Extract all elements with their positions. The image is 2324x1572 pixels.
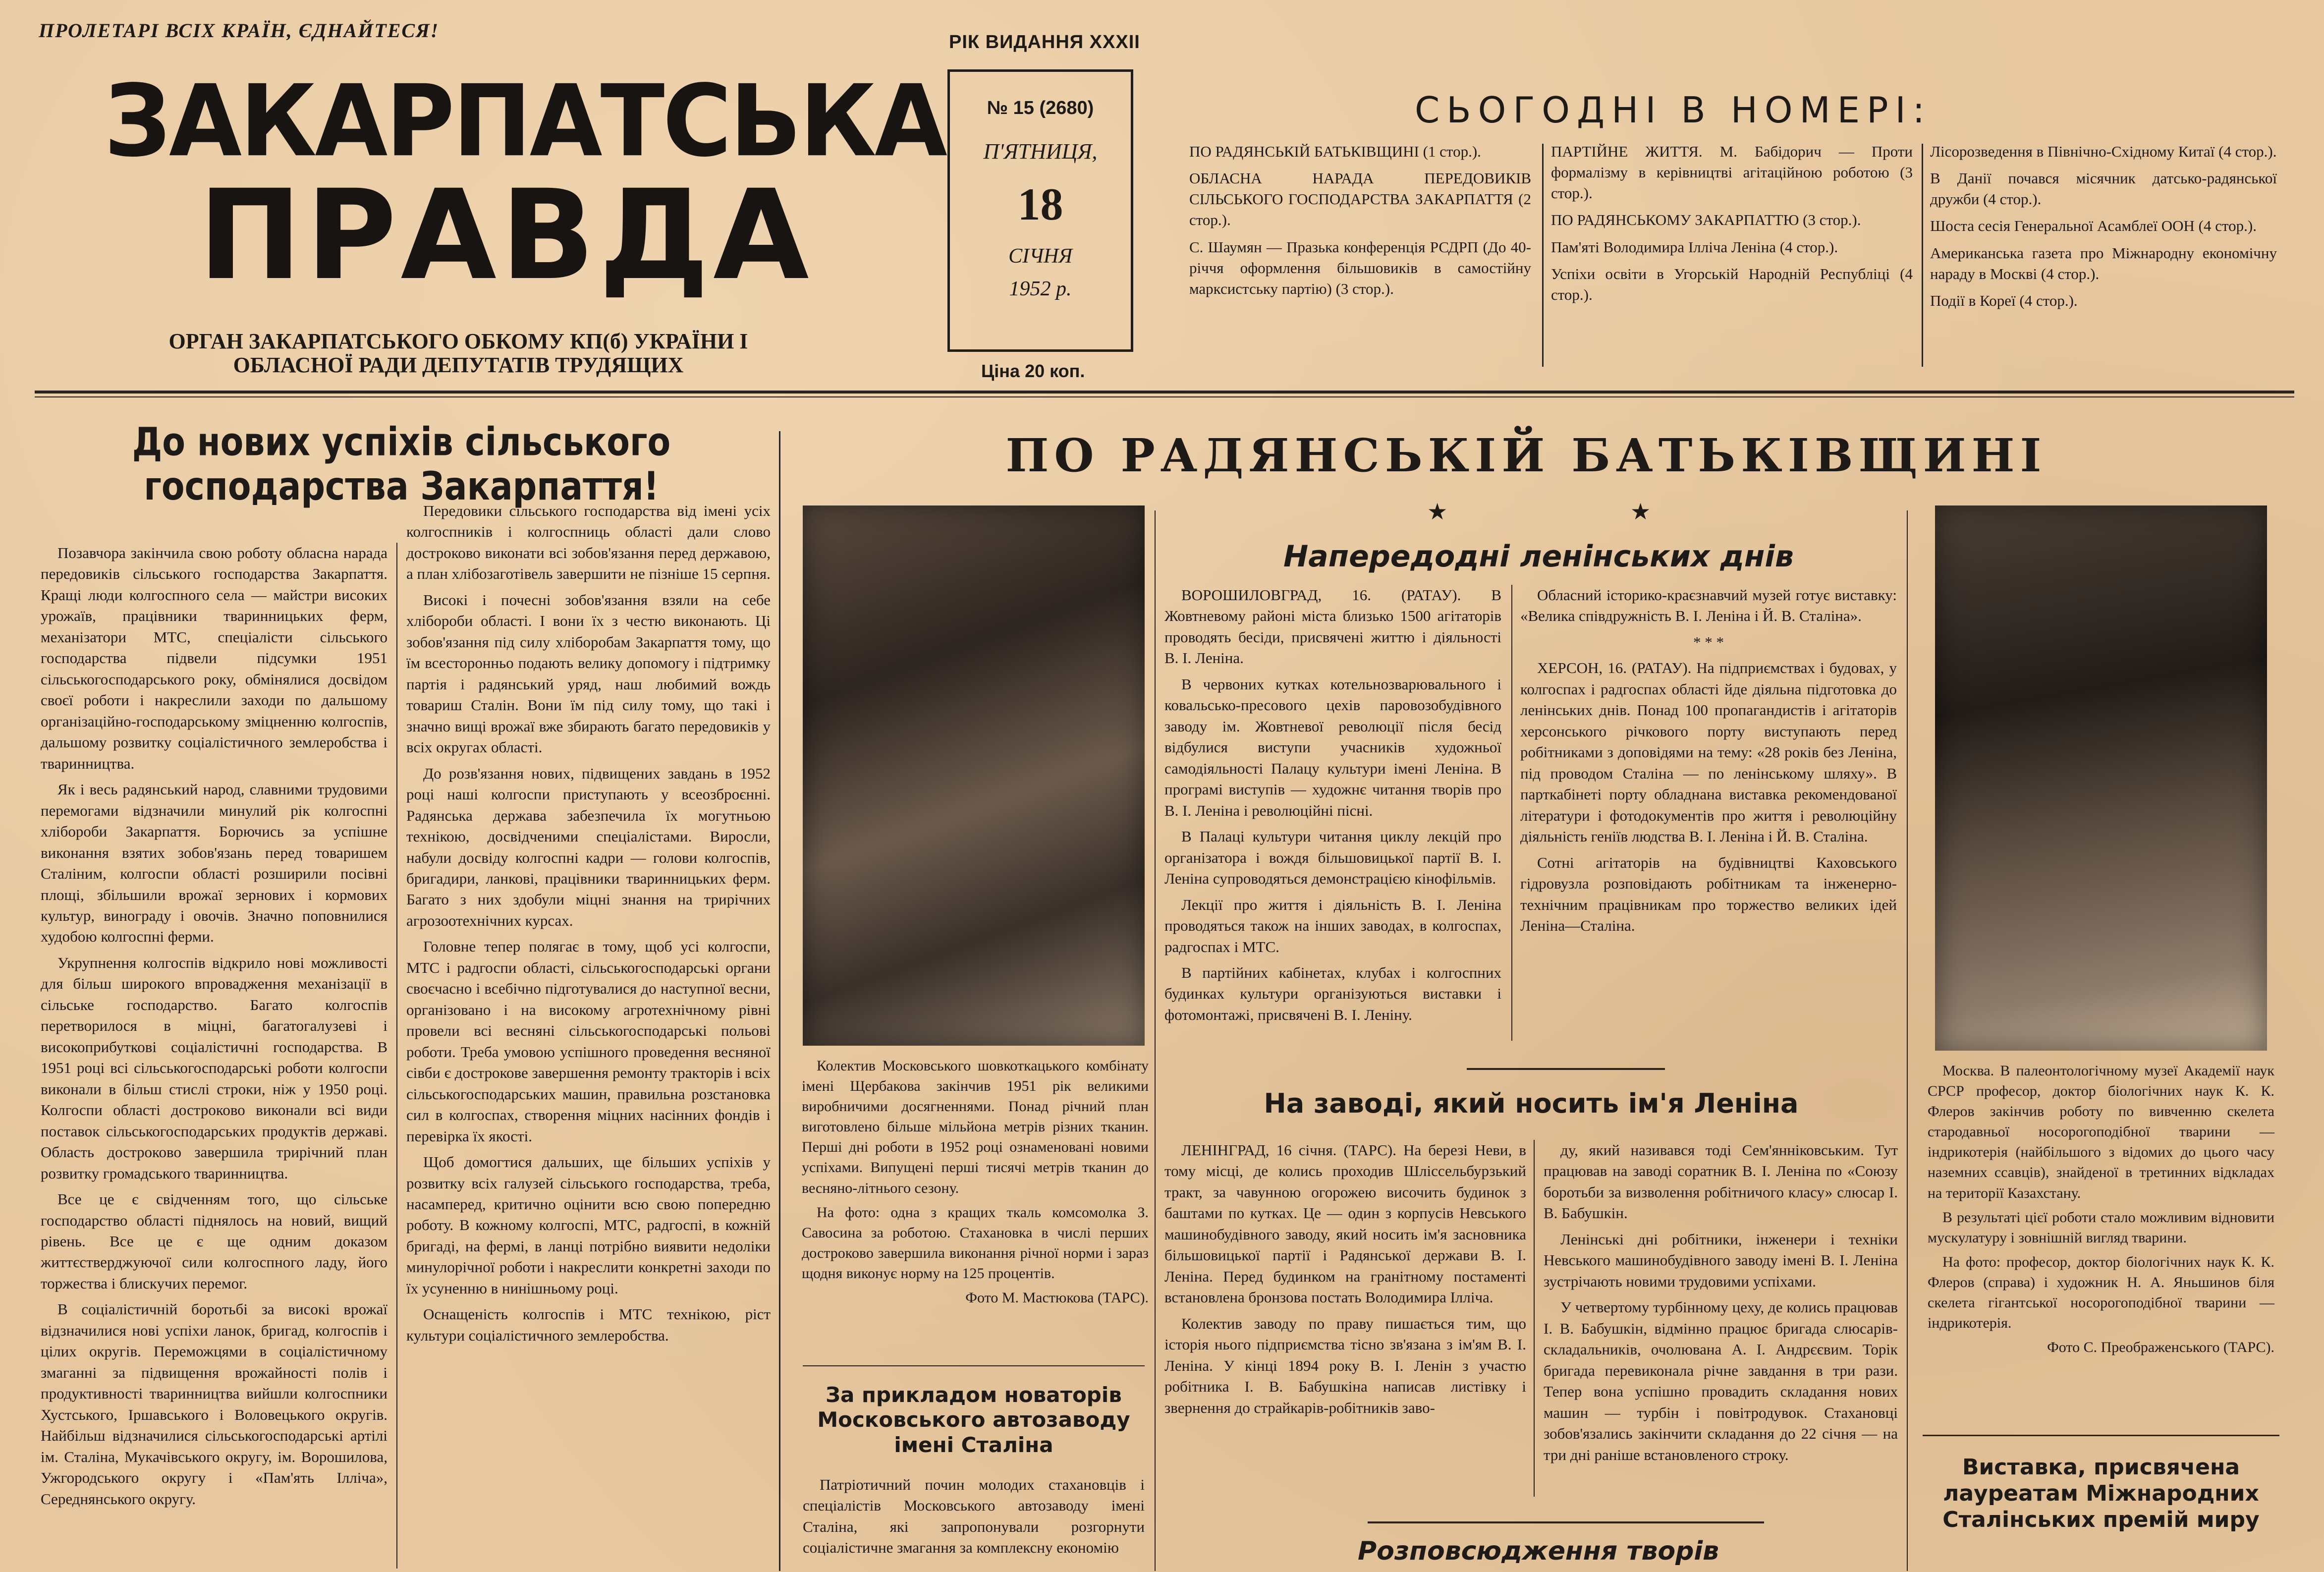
caption-paragraph: Москва. В палеонтологічному музеї Академії наук СРСР професор, доктор біологічних наук К. К. Флеров закінчив роботу по вивченню скелета стародавньої носорогоподібної тварини — індрикотерія (найбільшого з відомих до цього часу наземних ссавців), знайденої в третинних відкладах на території Казахстану. [1928,1063,2274,1201]
price: Ціна 20 коп. [981,361,1085,381]
month: СІЧНЯ [1008,245,1072,268]
toc-column-3 [1930,141,2277,317]
title-line-2: ПРАВДА [198,163,813,307]
photo-credit: Фото М. Мастюкова (ТАРС). [965,1290,1149,1306]
paragraph: В червоних кутках котельнозварювального і ковальсько-пресового цехів паровозобудівного заводу ім. Жовтневої революції після бесід відбулися виступи учасників художньої самодіяльності Палацу культури імені Леніна. В програмі виступів — художнє читання творів про В. І. Леніна і революційні пісні. [1164,675,1501,819]
column-divider [396,543,397,1569]
photo-caption [1928,1061,2274,1361]
paragraph: Укрупнення колгоспів відкрило нові можливості для більш широкого впровадження механізації в сільське господарство. Багато колгоспів перетворилося в міцні, багатогалузеві і високоприбуткові соціалістичні господарства. В 1951 році всі сільськогосподарські роботи колгоспи виконали в більш стислі строки, ніж у 1950 році. Колгоспи області достроково виконали всі види поставок сільськогосподарських продуктів державі. Область достроково завершила трирічний план розвитку громадського тваринництва. [41,954,387,1182]
issue-number: № 15 (2680) [987,98,1094,118]
paragraph: У четвертому турбінному цеху, де колись працював І. В. Бабушкін, відмінно працює бригада слюсарів-складальників, очолювана А. І. Андрєєвим. Торік бригада перевиконала річне завдання в три рази. Тепер вона успішно провадить складання нових машин — турбін і повітродувок. Стахановці зобов'язались закінчити складання до 22 січня — на три дні раніше встановленого строку. [1544,1298,1898,1463]
toc-item[interactable]: Події в Кореї (4 стор.). [1930,291,2078,309]
day-number: 18 [1017,179,1063,229]
caption-paragraph: На фото: професор, доктор біологічних наук К. К. Флеров (справа) і художник Н. А. Яньшинов біля скелета гігантської носорогоподібної тварини — індрикотерія. [1928,1253,2274,1332]
article-title: Розповсюдження творів [1358,1536,1719,1566]
party-slogan: ПРОЛЕТАРІ ВСІХ КРАЇН, ЄДНАЙТЕСЯ! [39,19,440,42]
lead-article-title: До нових успіхів сільського господарства Закарпаття! [132,420,671,509]
paragraph: Сотні агітаторів на будівництві Каховського гідровузла розповідають робітникам та інженерно-технічним працівникам про торжество великих ідей Леніна—Сталіна. [1520,853,1897,935]
paragraph: Головне тепер полягає в тому, щоб усі колгоспи, МТС і радгоспи області, сільськогосподарські органи своєчасно і всебічно підготувалися до наступної весни, організовано і на високому агротехнічному рівні провели всі весняні сільськогосподарські польові роботи. Треба умовою успішного проведення весняної сівби є дострокове завершення ремонту тракторів і всіх сільськогосподарських машин, правильна розстановка сил в колгоспах, створення міцних насінних фондів і перевірка їх якості. [406,938,771,1145]
paragraph: Патріотичний почин молодих стахановців і спеціалістів Московського автозаводу імені Сталіна, які запропонували розгорнути соціалістичне змагання за комплексну економію [803,1476,1145,1557]
caption-paragraph: В результаті цієї роботи стало можливим відновити мускулатуру і зовнішній вигляд тварини. [1928,1209,2274,1246]
paragraph: Ленінські дні робітники, інженери і техніки Невського машинобудівного заводу імені В. І. Леніна зустрічають новими трудовими успіхами. [1544,1230,1898,1290]
separator: * * * [1693,633,1724,651]
toc-item[interactable]: Успіхи освіти в Угорській Народній Республіці (4 стор.). [1551,265,1913,303]
paragraph: Щоб домогтися дальших, ще більших успіхів у розвитку всіх галузей сільського господарства, треба, насамперед, критично оцінити всю свою попередню роботу. В кожному колгоспі, МТС, радгоспі, в кожній бригаді, на фермі, в ланці потрібно виявити недоліки минулорічної роботи і накреслити конкретні заходи по їх усуненню в нинішньому році. [406,1153,771,1297]
column-divider [779,431,780,1571]
toc-item[interactable]: С. Шаумян — Празька конференція РСДРП (До 40-річчя оформлення більшовиків в самостійну марксистську партію) (3 стор.). [1189,238,1531,297]
paragraph: ду, який називався тоді Сем'янніковським. Тут працював на заводі соратник В. І. Леніна по «Союзу боротьби за визволення робітничого класу» слюсар І. В. Бабушкін. [1544,1141,1898,1222]
toc-item[interactable]: ПО РАДЯНСЬКІЙ БАТЬКІВЩИНІ (1 стор.). [1189,143,1481,160]
paragraph: Високі і почесні зобов'язання взяли на себе хлібороби області. І вони їх з честю виконають. Ці зобов'язання під силу хліборобам Закарпаття тому, що їм всесторонньо подають велику допомогу і підтримку партія і радянський уряд, наш любимий вождь товариш Сталін. Вони їм під силу тому, що такі і значно вищі врожаї вже збирають багато передовиків у всіх округах області. [406,591,771,756]
section-rule [1368,1521,1764,1523]
paragraph: ХЕРСОН, 16. (РАТАУ). На підприємствах і будовах, у колгоспах і радгоспах області йде діяльна підготовка до ленінських днів. Понад 100 пропагандистів і агітаторів херсонського річкового порту виступають перед робітниками з доповідями на тему: «28 років без Леніна, під проводом Сталіна — по ленінському шляху». В парткабінеті порту обладнана виставка рекомендованої літератури і фотодокументів про життя і революційну діяльність геніїв людства В. І. Леніна і Й. В. Сталіна. [1520,659,1897,845]
caption-paragraph: Колектив Московського шовкоткацького комбінату імені Щербакова закінчив 1951 рік великими виробничими досягненнями. Понад річний план виготовлено більше мільйона метрів різних тканин. Перші дні роботи в 1952 році ознаменовані новими успіхами. Випущені перші тисячі метрів тканин до весняно-літнього сезону. [802,1058,1149,1196]
article-title: На заводі, який носить ім'я Леніна [1264,1088,1799,1119]
toc-item[interactable]: ПАРТІЙНЕ ЖИТТЯ. М. Бабідорич — Проти формалізму в керівництві агітаційною роботою (3 стор.). [1551,143,1913,202]
column-divider [1534,1140,1535,1497]
star-ornament: ★ [1630,499,1651,524]
masthead-rule-thin [35,396,2294,397]
section-rule [1923,1435,2279,1436]
year: 1952 р. [1009,278,1072,300]
section-rule [1467,1068,1665,1070]
toc-item[interactable]: ОБЛАСНА НАРАДА ПЕРЕДОВИКІВ СІЛЬСЬКОГО ГОСПОДАРСТВА ЗАКАРПАТТЯ (2 стор.). [1189,169,1531,229]
paragraph: ВОРОШИЛОВГРАД, 16. (РАТАУ). В Жовтневому районі міста близько 1500 агітаторів проводять бесіди, присвячені життю і діяльності В. І. Леніна. [1164,586,1501,667]
star-ornament: ★ [1427,499,1448,524]
masthead-rule [35,391,2294,393]
toc-divider [1922,144,1923,367]
article-text [803,1474,1145,1564]
article-title: За прикладом новаторів Московського автозаводу імені Сталіна [817,1383,1130,1457]
article-title: Виставка, присвячена лауреатам Міжнародних Сталінських премій миру [1942,1455,2260,1532]
toc-item[interactable]: Американська газета про Міжнародну економічну нараду в Москві (4 стор.). [1930,244,2277,282]
paragraph: В партійних кабінетах, клубах і колгоспних будинках культури організуються виставки і фотомонтажі, присвячені В. І. Леніну. [1164,963,1501,1023]
issue-date-box [947,69,1133,352]
paragraph: До розв'язання нових, підвищених завдань в 1952 році наші колгоспи приступають у всеозброєнні. Радянська держава забезпечила їх могутньою технікою, досвідченими спеціалістами. Виросли, набули досвіду колгоспні кадри — голови колгоспів, бригадири, ланкові, працівники тваринницьких ферм. Багато з них здобули міцні знання на трирічних агрозоотехнічних курсах. [406,764,771,929]
column-divider [1511,585,1512,1041]
lead-column-2 [406,501,771,1351]
paragraph: В Палаці культури читання циклу лекцій про організатора і вождя більшовицької партії В. І. Леніна супроводяться демонстрацією кінофільмів. [1164,828,1501,888]
publication-year: РІК ВИДАННЯ XXXII [949,32,1140,53]
toc-item[interactable]: Шоста сесія Генеральної Асамблеї ООН (4 стор.). [1930,217,2257,235]
lead-column-1 [41,543,387,1515]
paragraph: Передовики сільського господарства від імені усіх колгоспників і колгоспниць області дали слово достроково виконати всі зобов'язання перед державою, а план хлібозаготівель завершити не пізніше 15 серпня. [406,502,771,583]
column-divider [1907,510,1908,1571]
weekday: П'ЯТНИЦЯ, [983,139,1098,164]
toc-column-1 [1189,141,1531,305]
factory-column-2 [1544,1140,1898,1470]
title-line-1: ЗАКАРПАТСЬКА [104,63,945,179]
news-column-1 [1164,585,1501,1030]
toc-column-2 [1551,141,1913,311]
toc-item[interactable]: ПО РАДЯНСЬКОМУ ЗАКАРПАТТЮ (3 стор.). [1551,211,1861,229]
paragraph: В соціалістичній боротьбі за високі врожаї відзначилися нові успіхи ланок, бригад, колгоспів і цілих округів. Переможцями в соціалістичному змаганні за підвищення врожайності полів і продуктивності тваринництва вийшли колгоспники Хустського, Іршавського і Воловецького округів. Найбільш відзначилися сільськогосподарські артілі ім. Сталіна, Мукачівського округу, ім. Ворошилова, Ужгородського округу і «Пам'ять Ілліча», Середнянського округу. [41,1300,387,1508]
section-banner: ПО РАДЯНСЬКІЙ БАТЬКІВЩИНІ [1005,429,2047,482]
toc-item[interactable]: Пам'яті Володимира Ілліча Леніна (4 стор.). [1551,238,1838,256]
section-rule [803,1365,1145,1366]
paragraph: Оснащеність колгоспів і МТС технікою, ріст культури соціалістичного землеробства. [406,1305,771,1344]
weaver-photo [803,505,1145,1046]
column-divider [1155,510,1156,1571]
toc-title: СЬОГОДНІ В НОМЕРІ: [1415,89,1932,131]
paragraph: Як і весь радянський народ, славними трудовими перемогами відзначили минулий рік колгоспні хлібороби Закарпаття. Борючись за успішне виконання взятих зобов'язань перед товаришем Сталіним, колгоспи області розширили посівні площі, збільшили врожаї зернових і кормових культур, винограду і овочів. Значно поповнилися худобою колгоспні ферми. [41,781,387,946]
newspaper-title [104,63,945,307]
organ-statement: ОРГАН ЗАКАРПАТСЬКОГО ОБКОМУ КП(б) УКРАЇНИ І ОБЛАСНОЇ РАДИ ДЕПУТАТІВ ТРУДЯЩИХ [168,329,748,377]
news-column-2 [1520,585,1897,942]
toc-item[interactable]: Лісорозведення в Північно-Східному Китаї (4 стор.). [1930,143,2277,160]
paragraph: ЛЕНІНГРАД, 16 січня. (ТАРС). На березі Неви, в тому місці, де колись проходив Шліссельбурзький тракт, за чавунною огорожею височить будинок з баштами по кутках. Це — один з корпусів Невського машинобудівного заводу, який носить ім'я засновника більшовицької партії і Радянської держави В. І. Леніна. Перед будинком на гранітному постаменті встановлена бронзова постать Володимира Ілліча. [1164,1141,1526,1306]
paragraph: Позавчора закінчила свою роботу обласна нарада передовиків сільського господарства Закарпаття. Кращі люди колгоспного села — майстри високих урожаїв, працівники тваринницьких ферм, механізатори МТС, спеціалісти сільського господарства підвели підсумки 1951 сільськогосподарського року, обмінялися досвідом своєї роботи і накреслили заходи по дальшому організаційно-господарському зміцненню колгоспів, дальшому розвитку соціалістичного землеробства і тваринництва. [41,544,387,772]
paragraph: Лекції про життя і діяльність В. І. Леніна проводяться також на інших заводах, в колгоспах, радгоспах і МТС. [1164,896,1501,955]
toc-item[interactable]: В Данії почався місячник датсько-радянської дружби (4 стор.). [1930,169,2277,208]
photo-credit: Фото С. Преображенського (ТАРС). [2047,1339,2274,1356]
paragraph: Все це є свідченням того, що сільське господарство області піднялось на новий, вищий рівень. Все це є ще одним доказом життєстверджуючої сили колгоспного ладу, його торжества і блискучих перемог. [41,1190,387,1292]
museum-photo [1935,505,2267,1051]
paragraph: Колектив заводу по праву пишається тим, що історія нього підприємства тісно зв'язана з ім'ям В. І. Леніна. У кінці 1894 року В. І. Ленін з участю робітника І. В. Бабушкіна написав листівку і звернення до страйкарів-робітників заво- [1164,1314,1526,1416]
caption-paragraph: На фото: одна з кращих ткаль комсомолка З. Савосина за роботою. Стахановка в числі перших достроково завершила виконання річної норми і зараз щодня виконує норму на 125 процентів. [802,1204,1149,1282]
paragraph: Обласний історико-краєзнавчий музей готує виставку: «Велика співдружність В. І. Леніна і Й. В. Сталіна». [1520,586,1897,625]
subsection-title: Напередодні ленінських днів [1283,539,1794,574]
factory-column-1 [1164,1140,1526,1423]
photo-caption [802,1056,1149,1312]
toc-divider [1542,144,1544,367]
